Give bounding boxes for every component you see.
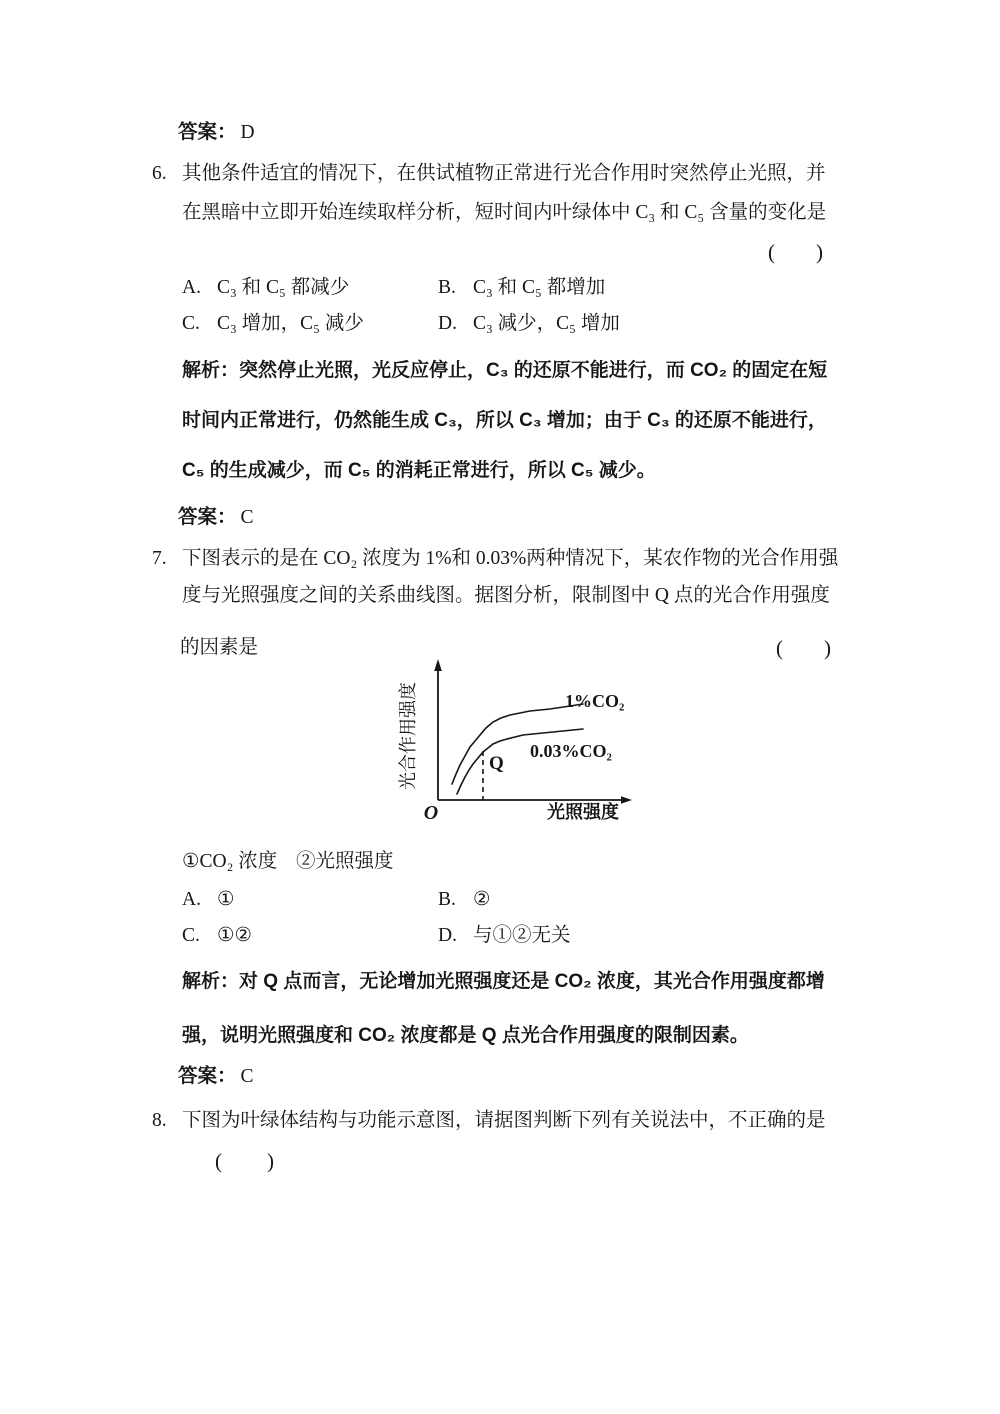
option-letter: D.	[438, 925, 457, 946]
photosynthesis-chart	[380, 652, 670, 837]
question-7-sub-item-1: ①CO₂ 浓度	[182, 851, 278, 872]
question-6-line-1	[152, 161, 826, 187]
q-point-label: Q	[489, 753, 504, 774]
option-letter: D.	[438, 313, 457, 334]
question-6-option-d	[438, 311, 620, 337]
question-6-analysis-1: 解析：突然停止光照，光反应停止，C₃ 的还原不能进行，而 CO₂ 的固定在短	[182, 360, 828, 381]
question-7-line-2	[182, 583, 830, 609]
option-letter: B.	[438, 277, 456, 298]
question-6-answer-bracket	[768, 239, 823, 267]
answer-line-q7	[178, 1063, 254, 1091]
question-7-option-b	[438, 887, 490, 913]
question-6-text-1: 其他条件适宜的情况下，在供试植物正常进行光合作用时突然停止光照，并	[182, 163, 826, 184]
question-8-line-1	[152, 1108, 826, 1134]
answer-value: C	[240, 507, 254, 528]
question-7-text-2: 度与光照强度之间的关系曲线图。据图分析，限制图中 Q 点的光合作用强度	[182, 585, 830, 606]
question-6-line-2	[182, 200, 826, 226]
x-axis-arrow-icon	[621, 796, 632, 804]
question-7-text-1: 下图表示的是在 CO₂ 浓度为 1%和 0.03%两种情况下，某农作物的光合作用强	[182, 548, 839, 569]
question-6-text-2: 在黑暗中立即开始连续取样分析，短时间内叶绿体中 C₃ 和 C₅ 含量的变化是	[182, 202, 827, 223]
question-6-option-c	[182, 311, 364, 337]
question-8-number: 8.	[152, 1110, 167, 1131]
question-8-answer-bracket	[215, 1148, 274, 1176]
question-7-option-d	[438, 923, 571, 949]
answer-value: D	[240, 122, 255, 143]
question-7-number: 7.	[152, 548, 167, 569]
option-letter: A.	[182, 277, 201, 298]
question-7-text-3: 的因素是	[180, 637, 259, 658]
option-letter: C.	[182, 925, 200, 946]
answer-value: C	[240, 1066, 254, 1087]
question-6-option-a	[182, 275, 349, 301]
option-text: C₃ 减少，C₅ 增加	[473, 313, 620, 334]
answer-line-q5	[178, 119, 255, 147]
paren-close: )	[816, 240, 823, 264]
paren-open: (	[215, 1149, 222, 1173]
question-7-analysis-2: 强，说明光照强度和 CO₂ 浓度都是 Q 点光合作用强度的限制因素。	[182, 1025, 749, 1046]
x-axis-label: 光照强度	[547, 802, 619, 822]
question-7-option-a	[182, 887, 234, 913]
series-label-1pct: 1%CO₂	[565, 691, 625, 711]
option-text: 与①②无关	[473, 925, 571, 946]
y-axis-label: 光合作用强度	[398, 682, 418, 790]
answer-line-q6	[178, 504, 254, 532]
question-6-number: 6.	[152, 163, 167, 184]
paren-open: (	[776, 636, 783, 660]
question-7-sub-item-2: ②光照强度	[296, 851, 394, 872]
question-7-line-3	[180, 635, 258, 661]
option-text: ①	[217, 889, 235, 910]
question-6-analysis-3: C₅ 的生成减少，而 C₅ 的消耗正常进行，所以 C₅ 减少。	[182, 460, 656, 481]
answer-label: 答案：	[178, 121, 237, 143]
paren-open: (	[768, 240, 775, 264]
option-letter: A.	[182, 889, 201, 910]
option-letter: B.	[438, 889, 456, 910]
question-6-analysis-2: 时间内正常进行，仍然能生成 C₃，所以 C₃ 增加；由于 C₃ 的还原不能进行，	[182, 410, 827, 431]
paren-close: )	[267, 1149, 274, 1173]
option-text: C₃ 和 C₅ 都减少	[217, 277, 350, 298]
y-axis-arrow-icon	[434, 659, 442, 671]
answer-label: 答案：	[178, 506, 237, 528]
option-text: ①②	[217, 925, 252, 946]
option-text: C₃ 增加，C₅ 减少	[217, 313, 364, 334]
question-7-option-c	[182, 923, 252, 949]
question-6-option-b	[438, 275, 605, 301]
option-text: ②	[473, 889, 491, 910]
question-7-line-1	[152, 546, 838, 572]
question-7-analysis-1: 解析：对 Q 点而言，无论增加光照强度还是 CO₂ 浓度，其光合作用强度都增	[182, 971, 825, 992]
series-label-003pct: 0.03%CO₂	[530, 741, 612, 761]
option-text: C₃ 和 C₅ 都增加	[473, 277, 606, 298]
origin-label: O	[423, 802, 439, 824]
paren-close: )	[824, 636, 831, 660]
answer-label: 答案：	[178, 1065, 237, 1087]
option-letter: C.	[182, 313, 200, 334]
question-8-text-1: 下图为叶绿体结构与功能示意图，请据图判断下列有关说法中，不正确的是	[182, 1110, 826, 1131]
question-7-answer-bracket	[776, 635, 831, 663]
